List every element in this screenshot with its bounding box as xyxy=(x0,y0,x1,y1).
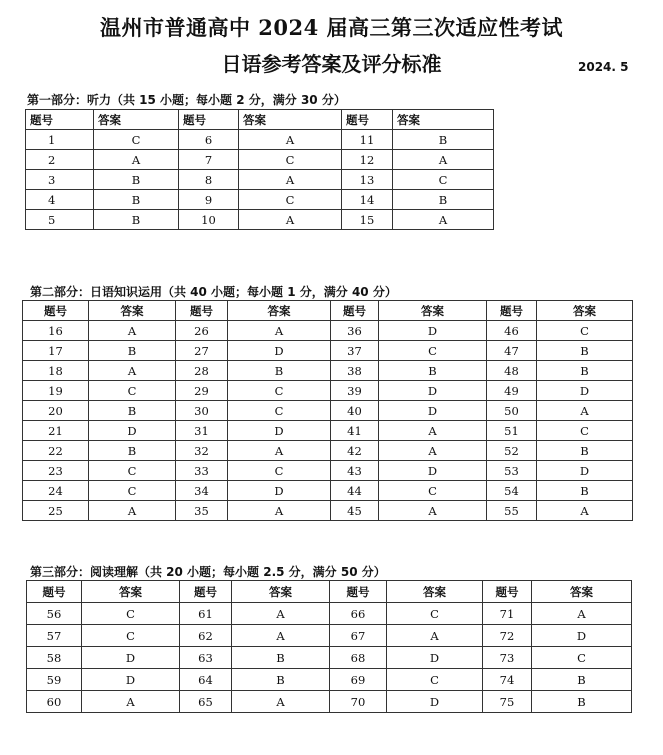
document-title: 温州市普通高中 2024 届高三第三次适应性考试 xyxy=(99,15,564,40)
answer-cell: D xyxy=(82,669,180,691)
answer-cell: A xyxy=(232,603,330,625)
answer-cell: A xyxy=(379,421,487,441)
question-number-cell: 61 xyxy=(180,603,232,625)
table-row xyxy=(23,481,633,501)
answer-cell: B xyxy=(537,341,633,361)
question-number-cell: 26 xyxy=(176,321,228,341)
table-header-row xyxy=(23,301,633,321)
column-header-no: 题号 xyxy=(483,581,532,603)
answer-cell: A xyxy=(89,501,176,521)
question-number-cell: 34 xyxy=(176,481,228,501)
question-number-cell: 16 xyxy=(23,321,89,341)
answer-cell: B xyxy=(89,441,176,461)
question-number-cell: 8 xyxy=(179,170,239,190)
question-number-cell: 47 xyxy=(487,341,537,361)
question-number-cell: 73 xyxy=(483,647,532,669)
answer-cell: C xyxy=(89,481,176,501)
answer-cell: B xyxy=(94,170,179,190)
question-number-cell: 54 xyxy=(487,481,537,501)
answer-cell: C xyxy=(379,341,487,361)
table-row xyxy=(23,401,633,421)
answer-cell: C xyxy=(387,603,483,625)
question-number-cell: 9 xyxy=(179,190,239,210)
question-number-cell: 13 xyxy=(342,170,393,190)
table-row xyxy=(26,150,494,170)
question-number-cell: 7 xyxy=(179,150,239,170)
question-number-cell: 19 xyxy=(23,381,89,401)
part2-title: 第二部分：日语知识运用（共 40 小题；每小题 1 分，满分 40 分） xyxy=(30,285,397,299)
answer-cell: C xyxy=(532,647,632,669)
answer-cell: C xyxy=(239,190,342,210)
answer-cell: A xyxy=(379,441,487,461)
question-number-cell: 33 xyxy=(176,461,228,481)
answer-cell: C xyxy=(537,421,633,441)
answer-cell: A xyxy=(228,501,331,521)
answer-cell: C xyxy=(228,401,331,421)
question-number-cell: 28 xyxy=(176,361,228,381)
question-number-cell: 32 xyxy=(176,441,228,461)
column-header-answer: 答案 xyxy=(239,110,342,130)
question-number-cell: 29 xyxy=(176,381,228,401)
question-number-cell: 21 xyxy=(23,421,89,441)
answer-cell: A xyxy=(94,150,179,170)
question-number-cell: 49 xyxy=(487,381,537,401)
answer-cell: D xyxy=(387,647,483,669)
question-number-cell: 43 xyxy=(331,461,379,481)
column-header-answer: 答案 xyxy=(94,110,179,130)
table-row xyxy=(23,381,633,401)
question-number-cell: 62 xyxy=(180,625,232,647)
answer-cell: B xyxy=(537,441,633,461)
question-number-cell: 4 xyxy=(26,190,94,210)
column-header-no: 题号 xyxy=(26,110,94,130)
column-header-no: 题号 xyxy=(23,301,89,321)
question-number-cell: 15 xyxy=(342,210,393,230)
answer-cell: C xyxy=(82,603,180,625)
column-header-no: 题号 xyxy=(331,301,379,321)
answer-cell: A xyxy=(232,691,330,713)
answer-cell: A xyxy=(228,441,331,461)
column-header-answer: 答案 xyxy=(232,581,330,603)
answer-cell: A xyxy=(228,321,331,341)
table-row xyxy=(27,691,632,713)
table-row xyxy=(27,625,632,647)
answer-cell: D xyxy=(379,321,487,341)
answer-cell: A xyxy=(239,130,342,150)
part1-title: 第一部分：听力（共 15 小题；每小题 2 分，满分 30 分） xyxy=(27,93,346,107)
answer-cell: D xyxy=(387,691,483,713)
table-row xyxy=(26,130,494,150)
answer-cell: A xyxy=(89,361,176,381)
question-number-cell: 60 xyxy=(27,691,82,713)
answer-cell: B xyxy=(89,341,176,361)
answer-cell: A xyxy=(537,501,633,521)
question-number-cell: 36 xyxy=(331,321,379,341)
question-number-cell: 72 xyxy=(483,625,532,647)
answer-cell: B xyxy=(393,130,494,150)
question-number-cell: 3 xyxy=(26,170,94,190)
answer-cell: D xyxy=(379,401,487,421)
answer-cell: C xyxy=(94,130,179,150)
question-number-cell: 57 xyxy=(27,625,82,647)
question-number-cell: 23 xyxy=(23,461,89,481)
question-number-cell: 24 xyxy=(23,481,89,501)
answer-cell: D xyxy=(379,461,487,481)
column-header-no: 题号 xyxy=(176,301,228,321)
question-number-cell: 27 xyxy=(176,341,228,361)
table-row xyxy=(27,603,632,625)
answer-cell: B xyxy=(232,669,330,691)
question-number-cell: 52 xyxy=(487,441,537,461)
question-number-cell: 58 xyxy=(27,647,82,669)
question-number-cell: 18 xyxy=(23,361,89,381)
question-number-cell: 46 xyxy=(487,321,537,341)
question-number-cell: 31 xyxy=(176,421,228,441)
question-number-cell: 42 xyxy=(331,441,379,461)
answer-cell: D xyxy=(537,381,633,401)
table-row xyxy=(23,341,633,361)
answer-cell: A xyxy=(379,501,487,521)
question-number-cell: 14 xyxy=(342,190,393,210)
answer-cell: B xyxy=(89,401,176,421)
answer-cell: D xyxy=(82,647,180,669)
question-number-cell: 65 xyxy=(180,691,232,713)
question-number-cell: 74 xyxy=(483,669,532,691)
question-number-cell: 56 xyxy=(27,603,82,625)
column-header-answer: 答案 xyxy=(228,301,331,321)
answer-cell: C xyxy=(89,381,176,401)
answer-cell: C xyxy=(228,381,331,401)
table-row xyxy=(26,190,494,210)
answer-cell: D xyxy=(532,625,632,647)
answer-cell: D xyxy=(228,481,331,501)
answer-cell: B xyxy=(94,210,179,230)
column-header-answer: 答案 xyxy=(89,301,176,321)
answer-cell: A xyxy=(232,625,330,647)
answer-cell: C xyxy=(393,170,494,190)
answer-cell: D xyxy=(228,421,331,441)
column-header-answer: 答案 xyxy=(532,581,632,603)
answer-cell: A xyxy=(239,210,342,230)
question-number-cell: 41 xyxy=(331,421,379,441)
column-header-no: 题号 xyxy=(330,581,387,603)
table-row xyxy=(23,441,633,461)
column-header-answer: 答案 xyxy=(387,581,483,603)
answer-cell: C xyxy=(82,625,180,647)
answer-cell: C xyxy=(387,669,483,691)
question-number-cell: 6 xyxy=(179,130,239,150)
question-number-cell: 20 xyxy=(23,401,89,421)
answer-cell: D xyxy=(228,341,331,361)
part1-answer-table xyxy=(25,109,494,230)
question-number-cell: 71 xyxy=(483,603,532,625)
column-header-no: 题号 xyxy=(180,581,232,603)
column-header-no: 题号 xyxy=(27,581,82,603)
question-number-cell: 39 xyxy=(331,381,379,401)
question-number-cell: 22 xyxy=(23,441,89,461)
column-header-answer: 答案 xyxy=(537,301,633,321)
answer-cell: C xyxy=(379,481,487,501)
question-number-cell: 10 xyxy=(179,210,239,230)
table-row xyxy=(23,321,633,341)
question-number-cell: 12 xyxy=(342,150,393,170)
answer-cell: B xyxy=(537,361,633,381)
part2-answer-table xyxy=(22,300,633,521)
question-number-cell: 69 xyxy=(330,669,387,691)
question-number-cell: 44 xyxy=(331,481,379,501)
column-header-no: 题号 xyxy=(487,301,537,321)
table-row xyxy=(27,647,632,669)
question-number-cell: 25 xyxy=(23,501,89,521)
answer-cell: B xyxy=(532,669,632,691)
column-header-no: 题号 xyxy=(342,110,393,130)
table-header-row xyxy=(26,110,494,130)
answer-cell: B xyxy=(532,691,632,713)
question-number-cell: 64 xyxy=(180,669,232,691)
question-number-cell: 68 xyxy=(330,647,387,669)
answer-cell: D xyxy=(89,421,176,441)
answer-cell: D xyxy=(379,381,487,401)
question-number-cell: 1 xyxy=(26,130,94,150)
question-number-cell: 2 xyxy=(26,150,94,170)
answer-cell: C xyxy=(228,461,331,481)
answer-cell: D xyxy=(537,461,633,481)
table-row xyxy=(23,501,633,521)
question-number-cell: 5 xyxy=(26,210,94,230)
question-number-cell: 53 xyxy=(487,461,537,481)
answer-cell: B xyxy=(393,190,494,210)
table-row xyxy=(23,421,633,441)
column-header-answer: 答案 xyxy=(82,581,180,603)
answer-cell: C xyxy=(537,321,633,341)
question-number-cell: 70 xyxy=(330,691,387,713)
table-header-row xyxy=(27,581,632,603)
question-number-cell: 66 xyxy=(330,603,387,625)
question-number-cell: 35 xyxy=(176,501,228,521)
answer-cell: B xyxy=(379,361,487,381)
table-row xyxy=(26,210,494,230)
question-number-cell: 63 xyxy=(180,647,232,669)
question-number-cell: 75 xyxy=(483,691,532,713)
answer-cell: A xyxy=(532,603,632,625)
answer-cell: C xyxy=(89,461,176,481)
table-row xyxy=(26,170,494,190)
answer-cell: A xyxy=(82,691,180,713)
question-number-cell: 11 xyxy=(342,130,393,150)
column-header-answer: 答案 xyxy=(379,301,487,321)
answer-cell: A xyxy=(537,401,633,421)
question-number-cell: 55 xyxy=(487,501,537,521)
table-row xyxy=(27,669,632,691)
table-row xyxy=(23,461,633,481)
column-header-answer: 答案 xyxy=(393,110,494,130)
part3-title: 第三部分：阅读理解（共 20 小题；每小题 2.5 分，满分 50 分） xyxy=(30,565,386,579)
document-subtitle: 日语参考答案及评分标准 xyxy=(221,52,442,76)
answer-cell: A xyxy=(387,625,483,647)
answer-cell: B xyxy=(537,481,633,501)
question-number-cell: 17 xyxy=(23,341,89,361)
question-number-cell: 50 xyxy=(487,401,537,421)
answer-cell: C xyxy=(239,150,342,170)
question-number-cell: 40 xyxy=(331,401,379,421)
table-row xyxy=(23,361,633,381)
answer-cell: A xyxy=(239,170,342,190)
question-number-cell: 51 xyxy=(487,421,537,441)
answer-cell: A xyxy=(393,150,494,170)
answer-cell: B xyxy=(232,647,330,669)
answer-cell: B xyxy=(228,361,331,381)
question-number-cell: 67 xyxy=(330,625,387,647)
question-number-cell: 59 xyxy=(27,669,82,691)
question-number-cell: 48 xyxy=(487,361,537,381)
document-date: 2024. 5 xyxy=(578,60,629,74)
answer-cell: B xyxy=(94,190,179,210)
answer-cell: A xyxy=(89,321,176,341)
question-number-cell: 30 xyxy=(176,401,228,421)
question-number-cell: 45 xyxy=(331,501,379,521)
part3-answer-table xyxy=(26,580,632,713)
column-header-no: 题号 xyxy=(179,110,239,130)
answer-cell: A xyxy=(393,210,494,230)
question-number-cell: 38 xyxy=(331,361,379,381)
question-number-cell: 37 xyxy=(331,341,379,361)
